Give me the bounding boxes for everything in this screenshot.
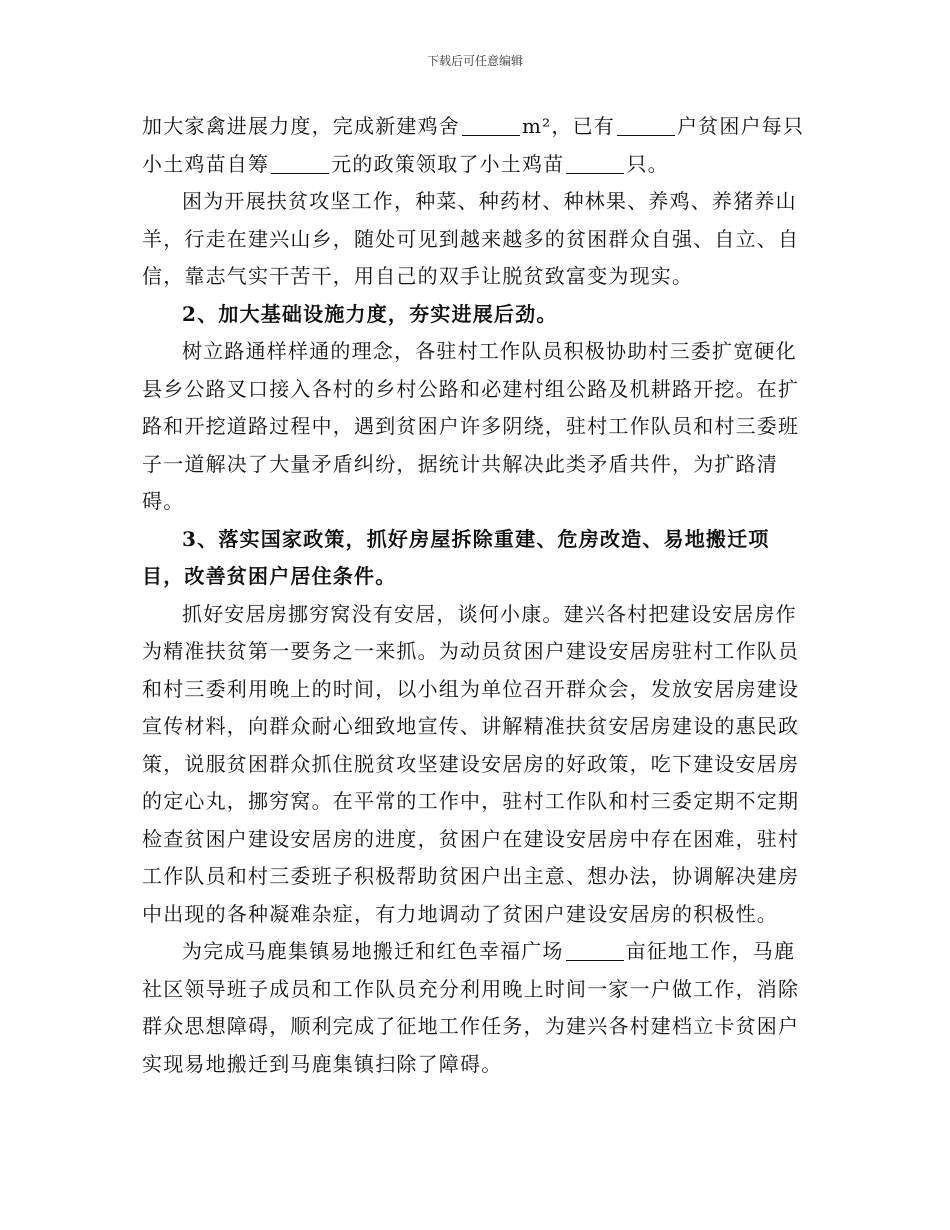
- blank-field: [617, 115, 675, 136]
- paragraph-text: 只。: [626, 151, 669, 176]
- paragraph-poultry: [142, 108, 810, 183]
- document-body: [142, 108, 810, 1083]
- section-heading-infrastructure: 2、加大基础设施力度，夯实进展后劲。: [182, 301, 558, 326]
- paragraph-relocation: [142, 933, 810, 1083]
- paragraph-text: 户贫困户每只小土鸡苗自筹: [142, 114, 805, 176]
- paragraph-industry: 困为开展扶贫攻坚工作，种菜、种药材、种林果、养鸡、养猪养山羊，行走在建兴山乡，随处可见到越来越多的贫困群众自强、自立、自信，靠志气实干苦干，用自己的双手让脱贫致富变为现实。: [142, 189, 800, 288]
- paragraph-roads: 树立路通样样通的理念，各驻村工作队员积极协助村三委扩宽硬化县乡公路叉口接入各村的乡村公路和必建村组公路及机耕路开挖。在扩路和开挖道路过程中，遇到贫困户许多阴绕，驻村工作队员和村三委班子一道解决了大量矛盾纠纷，据统计共解决此类矛盾共件，为扩路清碍。: [142, 339, 800, 513]
- page-header: 下载后可任意编辑: [426, 54, 523, 68]
- paragraph-text: 元的政策领取了小土鸡苗: [331, 151, 565, 176]
- paragraph-housing: 抓好安居房挪穷窝没有安居，谈何小康。建兴各村把建设安居房作为精准扶贫第一要务之一来抓。为动员贫困户建设安居房驻村工作队员和村三委利用晚上的时间，以小组为单位召开群众会，发放安居房建设宣传材料，向群众耐心细致地宣传、讲解精准扶贫安居房建设的惠民政策，说服贫困群众抓住脱贫攻坚建设安居房的好政策，吃下建设安居房的定心丸，挪穷窝。在平常的工作中，驻村工作队和村三委定期不定期检查贫困户建设安居房的进度，贫困户在建设安居房中存在困难，驻村工作队员和村三委班子积极帮助贫困户出主意、想办法，协调解决建房中出现的各种凝难杂症，有力地调动了贫困户建设安居房的积极性。: [142, 601, 800, 926]
- section-heading-housing: 3、落实国家政策，抓好房屋拆除重建、危房改造、易地搬迁项目，改善贫困户居住条件。: [142, 526, 770, 588]
- blank-field: [566, 940, 624, 961]
- blank-field: [566, 153, 624, 174]
- blank-field: [462, 115, 520, 136]
- paragraph-text: m²，已有: [522, 114, 615, 138]
- blank-field: [271, 153, 329, 174]
- paragraph-text: 为完成马鹿集镇易地搬迁和红色幸福广场: [182, 939, 564, 963]
- paragraph-text: 加大家禽进展力度，完成新建鸡舍: [142, 114, 460, 138]
- paragraph-text: 亩征地工作，马鹿社区领导班子成员和工作队员充分利用晚上时间一家一户做工作，消除群众思想障碍，顺利完成了征地工作任务，为建兴各村建档立卡贫困户实现易地搬迁到马鹿集镇扫除了障碍。: [142, 939, 800, 1076]
